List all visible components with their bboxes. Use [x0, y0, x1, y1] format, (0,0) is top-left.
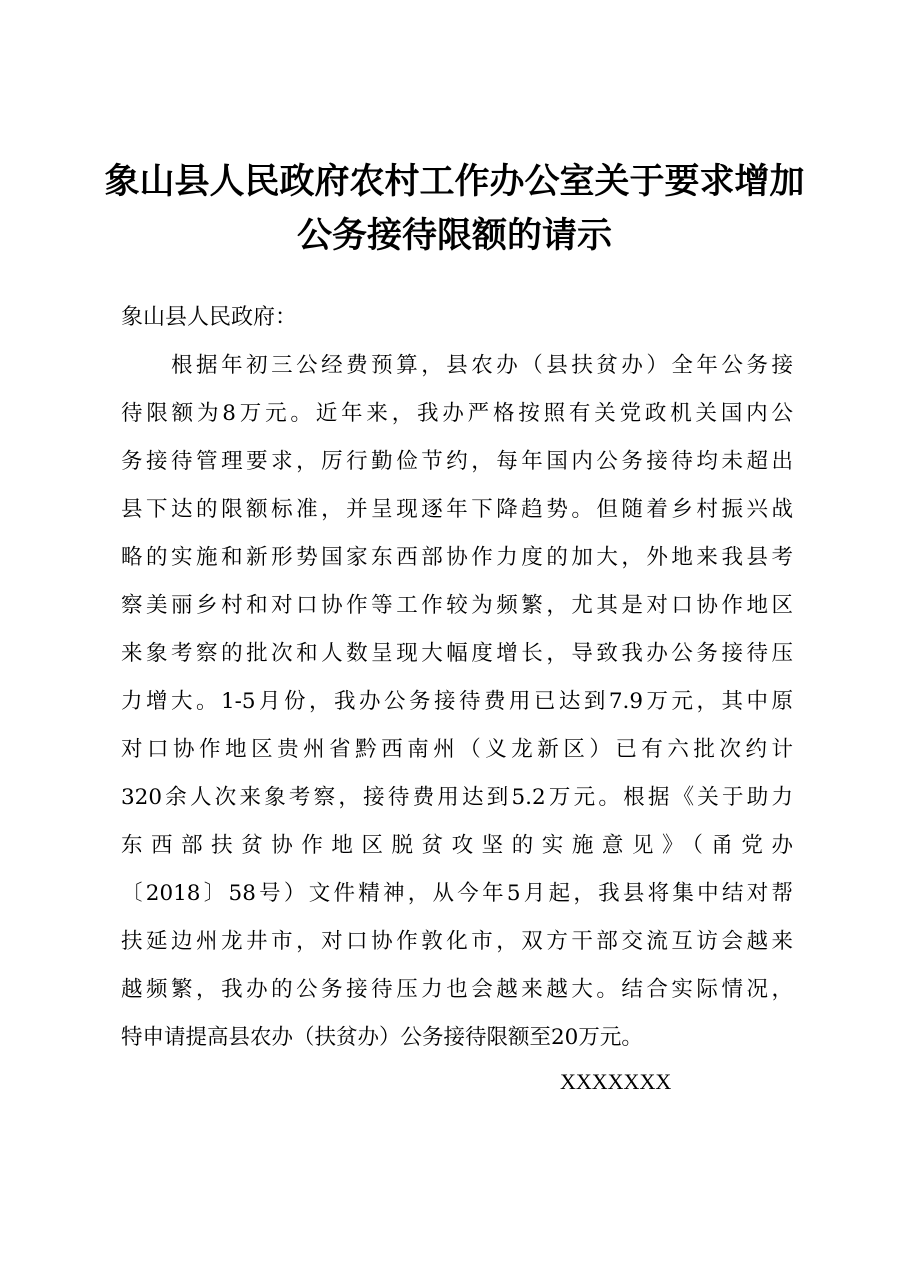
- body-line: 〔2018〕58号）文件精神，从今年5月起，我县将集中结对帮: [121, 881, 793, 906]
- salutation: 象山县人民政府：: [121, 305, 298, 330]
- document-title: [100, 155, 809, 263]
- body-line: 务接待管理要求，厉行勤俭节约，每年国内公务接待均未超出: [121, 449, 793, 474]
- body-line: 根据年初三公经费预算，县农办（县扶贫办）全年公务接: [121, 353, 793, 378]
- body-line: 320余人次来象考察，接待费用达到5.2万元。根据《关于助力: [121, 785, 793, 810]
- signature: XXXXXXX: [560, 1069, 672, 1094]
- body-line: 东西部扶贫协作地区脱贫攻坚的实施意见》（甬党办: [121, 833, 793, 858]
- body-line: 力增大。1-5月份，我办公务接待费用已达到7.9万元，其中原: [121, 689, 793, 714]
- body-line: 对口协作地区贵州省黔西南州（义龙新区）已有六批次约计: [121, 737, 793, 762]
- body-line: 待限额为8万元。近年来，我办严格按照有关党政机关国内公: [121, 401, 793, 426]
- title-line-2: 公务接待限额的请示: [296, 215, 612, 256]
- body-line: 略的实施和新形势国家东西部协作力度的加大，外地来我县考: [121, 545, 793, 570]
- title-line-1: 象山县人民政府农村工作办公室关于要求增加: [104, 161, 805, 202]
- body-line: 越频繁，我办的公务接待压力也会越来越大。结合实际情况，: [121, 977, 793, 1002]
- body-paragraph: [121, 342, 793, 1062]
- body-line: 特申请提高县农办（扶贫办）公务接待限额至20万元。: [121, 1025, 643, 1050]
- body-line: 县下达的限额标准，并呈现逐年下降趋势。但随着乡村振兴战: [121, 497, 793, 522]
- body-line: 察美丽乡村和对口协作等工作较为频繁，尤其是对口协作地区: [121, 593, 793, 618]
- body-line: 扶延边州龙井市，对口协作敦化市，双方干部交流互访会越来: [121, 929, 793, 954]
- body-line: 来象考察的批次和人数呈现大幅度增长，导致我办公务接待压: [121, 641, 793, 666]
